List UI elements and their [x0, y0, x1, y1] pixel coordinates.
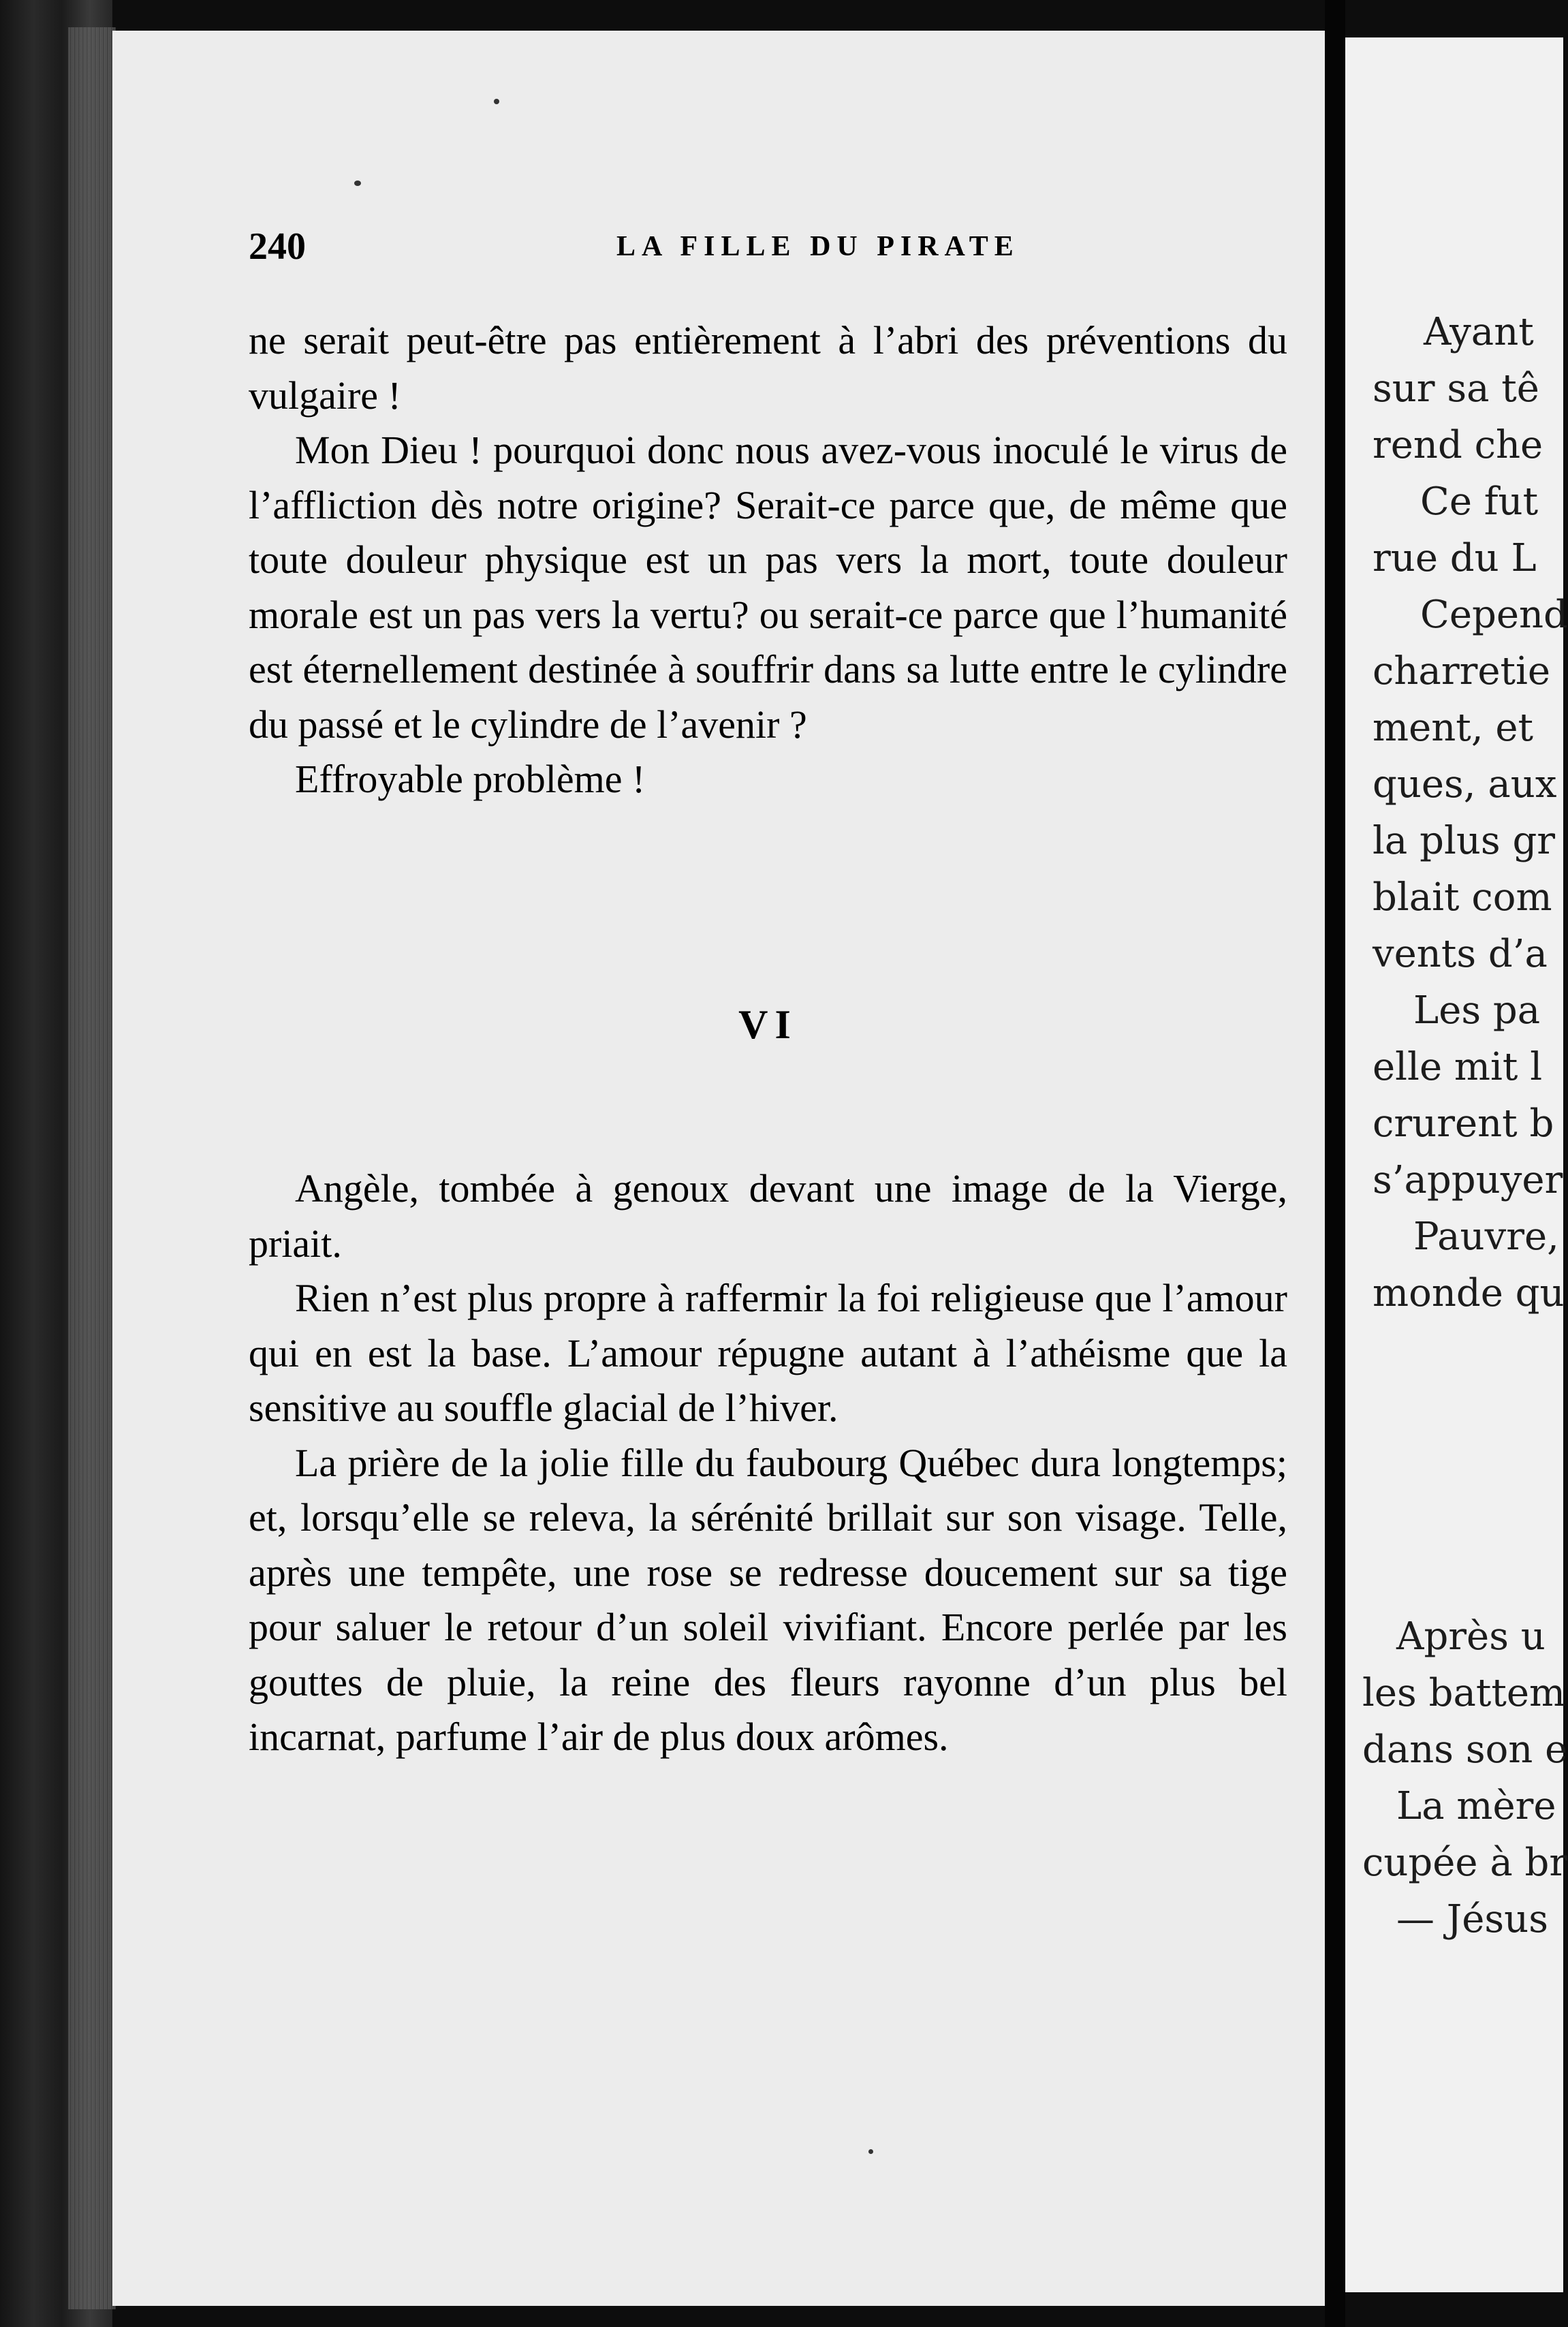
- right-page-line: sur sa tê: [1373, 366, 1539, 411]
- right-page-line: Après u: [1396, 1614, 1546, 1659]
- right-page-line: monde qu: [1373, 1271, 1565, 1315]
- ink-speck: [868, 2149, 873, 2154]
- paragraph: Rien n’est plus propre à raffermir la foi religieuse que l’amour qui en est la base. L’amour répugne autant à l’athéisme que la sensitive au souffle glacial de l’hiver.: [249, 1276, 1287, 1430]
- right-page-line: Les pa: [1413, 988, 1541, 1033]
- right-page-line: la plus gr: [1373, 819, 1556, 863]
- right-page-line: — Jésus: [1396, 1897, 1548, 1941]
- book-gutter: [1325, 0, 1345, 2327]
- right-page-line: Ce fut: [1420, 480, 1539, 524]
- text-block-before: [249, 313, 1287, 807]
- right-page-line: dans son e: [1362, 1728, 1568, 1772]
- chapter-heading: VI: [738, 1002, 798, 1047]
- page-number: 240: [249, 225, 306, 268]
- right-page-line: ment, et: [1373, 706, 1534, 750]
- right-page-line: cupée à br: [1362, 1841, 1568, 1885]
- right-page-line: blait com: [1373, 875, 1552, 920]
- right-page-line: elle mit l: [1373, 1045, 1543, 1089]
- right-page-line: Ayant: [1424, 310, 1534, 354]
- right-page-line: rend che: [1373, 423, 1543, 467]
- right-page-line: rue du L: [1373, 536, 1537, 580]
- paragraph: Effroyable problème !: [295, 757, 646, 801]
- ink-speck: [494, 99, 499, 104]
- text-block-after: [249, 1161, 1287, 1765]
- right-page-line: s’appuyer: [1373, 1158, 1563, 1202]
- paragraph: ne serait peut-être pas entièrement à l’abri des préventions du vulgaire !: [249, 318, 1287, 418]
- right-page-line: ques, aux: [1373, 762, 1557, 807]
- right-page-line: crurent b: [1373, 1102, 1554, 1146]
- right-page-line: charretie: [1373, 649, 1551, 693]
- right-page-line: Pauvre,: [1413, 1215, 1559, 1259]
- right-page-line: les battem: [1362, 1671, 1566, 1715]
- paragraph: Angèle, tombée à genoux devant une image de la Vierge, priait.: [249, 1166, 1287, 1266]
- right-page-line: La mère: [1396, 1784, 1556, 1828]
- right-page-line: vents d’a: [1373, 932, 1548, 976]
- running-head: [249, 225, 1216, 279]
- running-title: LA FILLE DU PIRATE: [616, 231, 1020, 262]
- right-page: [1345, 37, 1568, 2292]
- paragraph: Mon Dieu ! pourquoi donc nous avez-vous inoculé le virus de l’affliction dès notre origine? Serait-ce parce que, de même que toute douleur physique est un pas vers la mort, toute douleur morale est un pas vers la vertu? ou serait-ce parce que l’humanité est éternellement destinée à souffrir dans sa lutte entre le cylindre du passé et le cylindre de l’avenir ?: [249, 428, 1287, 747]
- paragraph: La prière de la jolie fille du faubourg Québec dura longtemps; et, lorsqu’elle se releva, la sérénité brillait sur son visage. Telle, après une tempête, une rose se redresse doucement sur sa tige pour saluer le retour d’un soleil vivifiant. Encore perlée par les gouttes de pluie, la reine des fleurs rayonne d’un plus bel incarnat, parfume l’air de plus doux arômes.: [249, 1440, 1287, 1759]
- ink-speck: [354, 181, 361, 186]
- right-page-line: Cepend: [1420, 593, 1568, 637]
- page-stack-edges: [68, 27, 116, 2309]
